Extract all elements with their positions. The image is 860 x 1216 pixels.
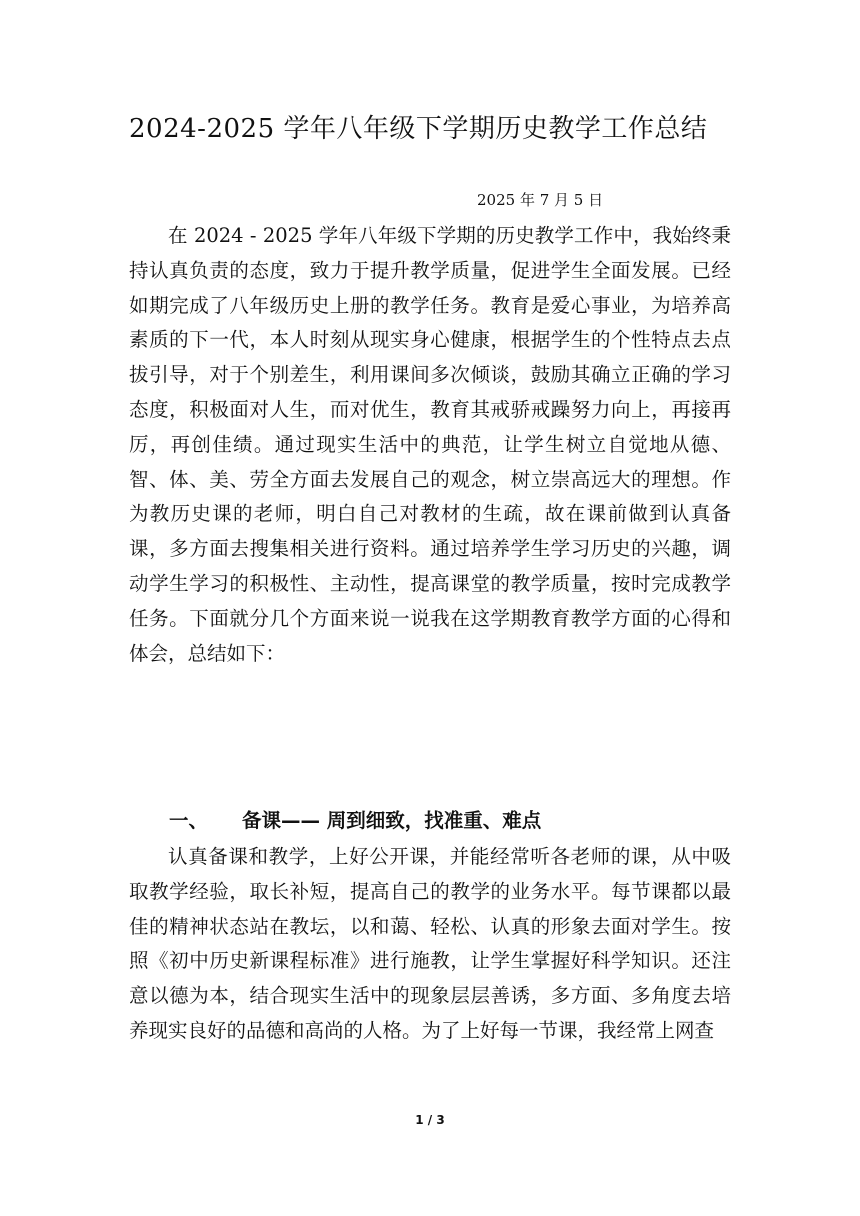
intro-paragraph: 在 2024 - 2025 学年八年级下学期的历史教学工作中，我始终秉持认真负责的态度，致力于提升教学质量，促进学生全面发展。已经如期完成了八年级历史上册的教学任务。教育是爱心事业，为培养高素质的下一代，本人时刻从现实身心健康，根据学生的个性特点去点拔引导，对于个别差生，利用课间多次倾谈，鼓励其确立正确的学习态度，积极面对人生，而对优生，教育其戒骄戒躁努力向上，再接再厉，再创佳绩。通过现实生活中的典范，让学生树立自觉地从德、智、体、美、劳全方面去发展自己的观念，树立崇高远大的理想。作为教历史课的老师，明白自己对教材的生疏，故在课前做到认真备课，多方面去搜集相关进行资料。通过培养学生学习历史的兴趣，调动学生学习的积极性、主动性，提高课堂的教学质量，按时完成教学任务。下面就分几个方面来说一说我在这学期教育教学方面的心得和体会，总结如下： [129,224,731,665]
section-number: 一、 [169,809,209,832]
intro-section [129,219,731,671]
section-1-body [129,840,731,1049]
page-number: 1 / 3 [415,1113,445,1127]
section-1-paragraph: 认真备课和教学，上好公开课，并能经常听各老师的课，从中吸取教学经验，取长补短，提高自己的教学的业务水平。每节课都以最佳的精神状态站在教坛，以和蔼、轻松、认真的形象去面对学生。按照《初中历史新课程标准》进行施教，让学生掌握好科学知识。还注意以德为本，结合现实生活中的现象层层善诱，多方面、多角度去培养现实良好的品德和高尚的人格。为了上好每一节课，我经常上网查 [129,845,731,1042]
document-title: 2024-2025 学年八年级下学期历史教学工作总结 [129,114,708,144]
document-date: 2025 年 7 月 5 日 [477,191,604,209]
section-heading-1 [169,804,541,839]
section-heading-text: 备课—— 周到细致，找准重、难点 [242,809,542,832]
